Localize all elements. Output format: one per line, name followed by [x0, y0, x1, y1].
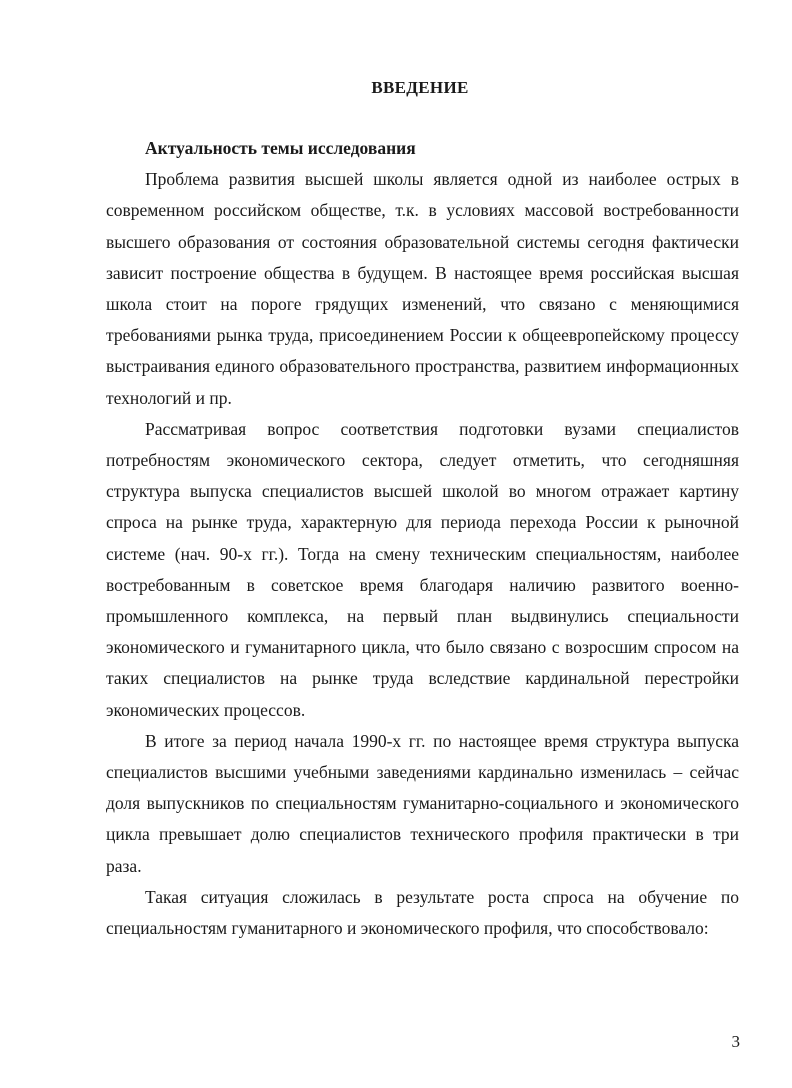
section-subheading: Актуальность темы исследования [145, 138, 416, 158]
page-number: 3 [731, 1032, 740, 1051]
paragraph-1: Проблема развития высшей школы является одной из наиболее острых в современном российском обществе, т.к. в условиях массовой востребованности высшего образования от состояния образовательной системы сегодня фактически зависит построение общества в будущем. В настоящее время российская высшая школа стоит на пороге грядущих изменений, что связано с меняющимися требованиями рынка труда, присоединением России к общеевропейскому процессу выстраивания единого образовательного пространства, развитием информационных технологий и пр. [106, 169, 739, 408]
body-text [106, 133, 739, 944]
paragraph-2: Рассматривая вопрос соответствия подготовки вузами специалистов потребностям экономического сектора, следует отметить, что сегодняшняя структура выпуска специалистов высшей школой во многом отражает картину спроса на рынке труда, характерную для периода перехода России к рыночной системе (нач. 90-х гг.). Тогда на смену техническим специальностям, наиболее востребованным в советское время благодаря наличию развитого военно-промышленного комплекса, на первый план выдвинулись специальности экономического и гуманитарного цикла, что было связано с возросшим спросом на таких специалистов на рынке труда вследствие кардинальной перестройки экономических процессов. [106, 418, 739, 720]
page-title: ВВЕДЕНИЕ [371, 78, 469, 97]
paragraph-4: Такая ситуация сложилась в результате роста спроса на обучение по специальностям гуманитарного и экономического профиля, что способствовало: [106, 886, 739, 939]
paragraph-3: В итоге за период начала 1990-х гг. по настоящее время структура выпуска специалистов высшими учебными заведениями кардинально изменилась – сейчас доля выпускников по специальностям гуманитарно-социального и экономического цикла превышает долю специалистов технического профиля практически в три раза. [106, 730, 739, 876]
